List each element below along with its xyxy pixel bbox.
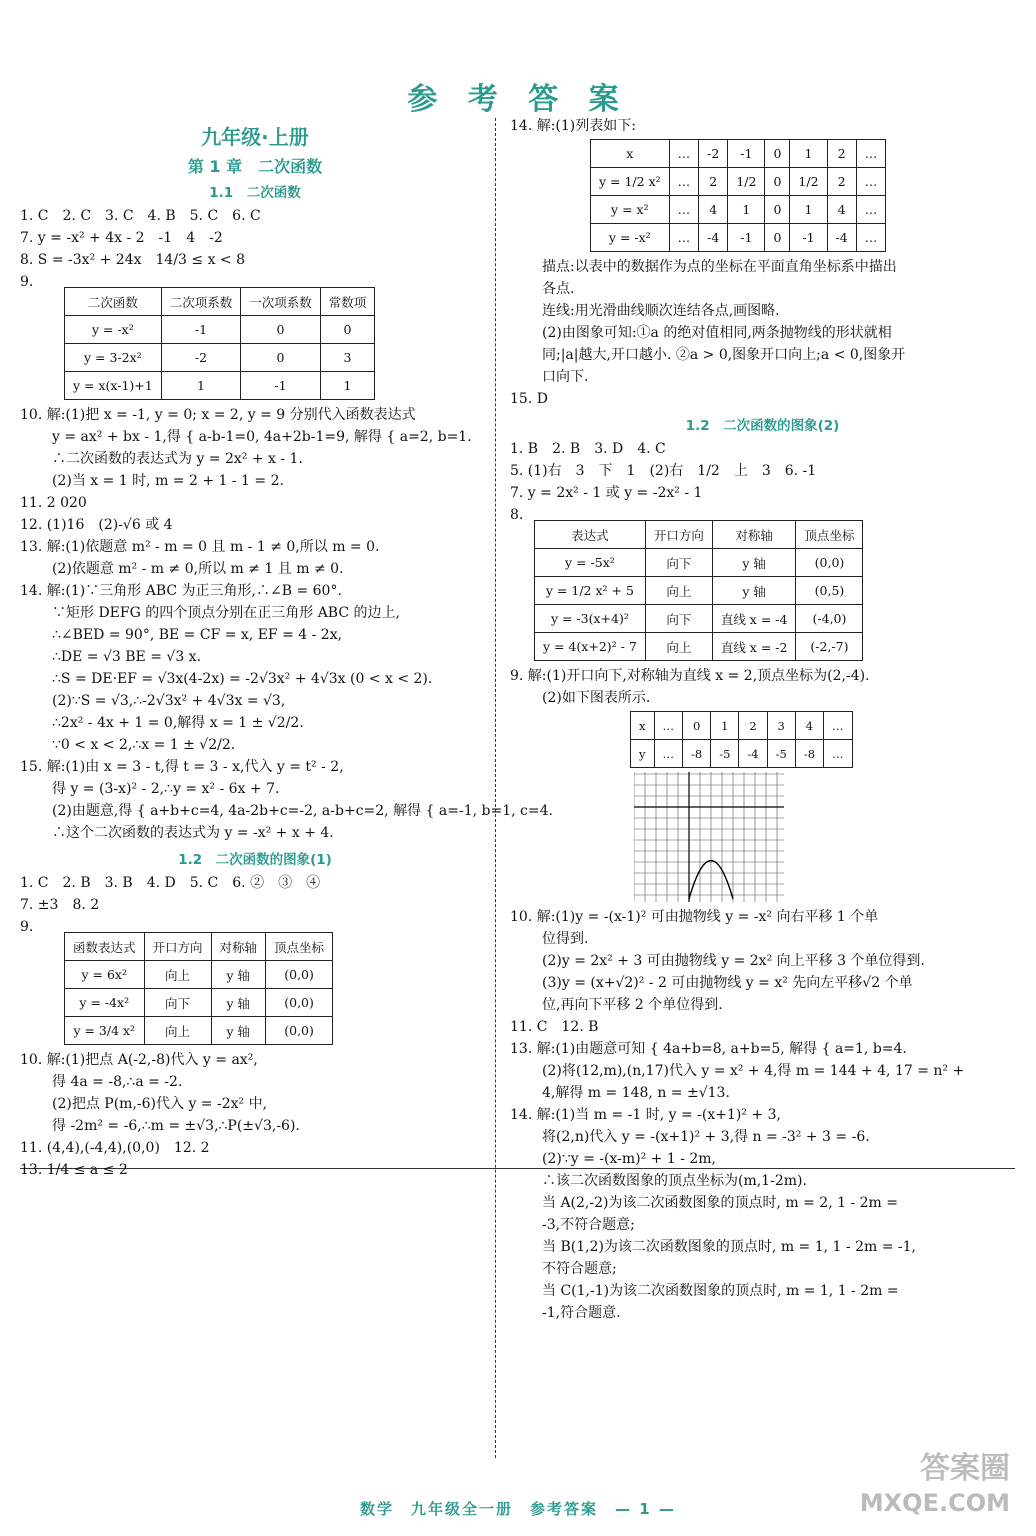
answer-line: 当 A(2,-2)为该二次函数图象的顶点时, m = 2, 1 - 2m = (542, 1195, 898, 1211)
section-heading: 1.2 二次函数的图象(2) (685, 418, 840, 434)
table-cell: y = -5x² (535, 549, 646, 577)
answer-line: 11. 2 020 (20, 495, 87, 511)
answer-line: 描点:以表中的数据作为点的坐标在平面直角坐标系中描出 (542, 259, 897, 275)
table-cell: (0,5) (796, 577, 863, 605)
answer-line: (2)∵S = √3,∴-2√3x² + 4√3x = √3, (52, 693, 286, 709)
answer-line: 当 B(1,2)为该二次函数图象的顶点时, m = 1, 1 - 2m = -1, (542, 1239, 916, 1255)
table-cell: 4 (795, 712, 823, 740)
answer-line: 13. 1/4 ≤ a ≤ 2 (20, 1162, 128, 1178)
answer-line: 连线:用光滑曲线顺次连结各点,画图略. (542, 303, 780, 319)
answer-line: 14. 解:(1)∵三角形 ABC 为正三角形,∴∠B = 60°. (20, 583, 342, 599)
answer-line: 15. D (510, 391, 548, 407)
table-cell: 向上 (144, 961, 211, 989)
page-footer: 数学 九年级全一册 参考答案 — 1 — (360, 1500, 676, 1518)
answer-line: 14. 解:(1)列表如下: (510, 118, 636, 134)
table-cell: 向上 (645, 633, 712, 661)
answer-line: 10. 解:(1)把 x = -1, y = 0; x = 2, y = 9 分别代入函数表达式 (20, 407, 416, 423)
table-cell: 开口方向 (645, 521, 712, 549)
question-number: 8. (510, 507, 524, 523)
table-cell: 1 (320, 372, 375, 400)
table-cell: 顶点坐标 (266, 933, 333, 961)
answer-line: 11. C 12. B (510, 1019, 599, 1035)
table-cell: … (856, 224, 886, 252)
answer-line: 10. 解:(1)y = -(x-1)² 可由抛物线 y = -x² 向右平移 1 个单 (510, 909, 879, 925)
table-cell: 0 (765, 140, 790, 168)
answer-line: -3,不符合题意; (542, 1217, 635, 1233)
table-cell: 开口方向 (144, 933, 211, 961)
table-cell: y 轴 (211, 961, 266, 989)
table-cell: -4 (827, 224, 856, 252)
table-cell: y = -3(x+4)² (535, 605, 646, 633)
table-cell: (0,0) (266, 989, 333, 1017)
table-cell: y = 1/2 x² + 5 (535, 577, 646, 605)
answer-line: 不符合题意; (542, 1261, 617, 1277)
table-cell: x (591, 140, 670, 168)
coefficient-table (64, 287, 375, 400)
answer-line: 13. 解:(1)由题意可知 { 4a+b=8, a+b=5, 解得 { a=1, b=4. (510, 1041, 907, 1057)
table-cell: 向下 (645, 549, 712, 577)
watermark-url: MXQE.COM (859, 1489, 1010, 1517)
table-cell: … (669, 168, 699, 196)
answer-line: 当 C(1,-1)为该二次函数图象的顶点时, m = 1, 1 - 2m = (542, 1283, 899, 1299)
table-cell: 1 (790, 196, 827, 224)
answer-line: (2)将(12,m),(n,17)代入 y = x² + 4,得 m = 144 + 4, 17 = n² + (542, 1063, 965, 1079)
table-cell: 直线 x = -4 (712, 605, 796, 633)
answer-line: 4,解得 m = 148, n = ±√13. (542, 1085, 730, 1101)
answer-line: (2)依题意 m² - m ≠ 0,所以 m ≠ 1 且 m ≠ 0. (52, 561, 344, 577)
table-cell: (-2,-7) (796, 633, 863, 661)
answer-line: -1,符合题意. (542, 1305, 621, 1321)
table-cell: 对称轴 (712, 521, 796, 549)
parabola-properties-table (64, 932, 333, 1045)
table-cell: y = 6x² (65, 961, 145, 989)
table-cell: 0 (765, 196, 790, 224)
table-cell: y = x² (591, 196, 670, 224)
table-cell: … (669, 224, 699, 252)
table-cell: 2 (827, 140, 856, 168)
table-cell: 1/2 (728, 168, 765, 196)
table-cell: 1 (790, 140, 827, 168)
table-cell: -1 (161, 316, 241, 344)
table-row (591, 196, 886, 224)
table-cell: 向上 (645, 577, 712, 605)
table-cell: (0,0) (266, 1017, 333, 1045)
table-cell: -8 (683, 740, 711, 768)
table-row (535, 549, 863, 577)
table-cell: 1 (728, 196, 765, 224)
table-cell: 3 (320, 344, 375, 372)
answer-line: 15. 解:(1)由 x = 3 - t,得 t = 3 - x,代入 y = t² - 2, (20, 759, 344, 775)
table-cell: 4 (827, 196, 856, 224)
answer-line: ∴2x² - 4x + 1 = 0,解得 x = 1 ± √2/2. (52, 715, 304, 731)
table-row (65, 933, 333, 961)
answer-line: (2)把点 P(m,-6)代入 y = -2x² 中, (52, 1096, 268, 1112)
answer-line: ∴这个二次函数的表达式为 y = -x² + x + 4. (52, 825, 334, 841)
section-heading: 1.1 二次函数 (209, 185, 301, 201)
answer-line: 1. B 2. B 3. D 4. C (510, 441, 666, 457)
volume-heading: 九年级·上册 (201, 125, 309, 149)
table-cell: … (856, 140, 886, 168)
table-cell: 0 (320, 316, 375, 344)
table-cell: 2 (739, 712, 767, 740)
table-cell: -8 (795, 740, 823, 768)
table-cell: … (824, 740, 853, 768)
table-cell: -4 (699, 224, 728, 252)
table-cell: -2 (161, 344, 241, 372)
table-cell: … (654, 712, 683, 740)
table-cell: y = -x² (65, 316, 162, 344)
table-cell: 顶点坐标 (796, 521, 863, 549)
table-row (65, 344, 375, 372)
table-cell: (0,0) (796, 549, 863, 577)
table-cell: y 轴 (712, 549, 796, 577)
table-cell: y = -x² (591, 224, 670, 252)
table-row (535, 521, 863, 549)
answer-line: 位得到. (542, 931, 589, 947)
answer-line: 各点. (542, 281, 575, 297)
answer-line: (2)如下图表所示. (542, 690, 651, 706)
expression-table (534, 520, 863, 661)
table-cell: 0 (683, 712, 711, 740)
table-row (65, 989, 333, 1017)
answer-line: 口向下. (542, 369, 589, 385)
answer-line: 同;|a|越大,开口越小. ②a > 0,图象开口向上;a < 0,图象开 (542, 347, 906, 363)
table-row (65, 372, 375, 400)
table-row (65, 316, 375, 344)
table-cell: (-4,0) (796, 605, 863, 633)
table-cell: (0,0) (266, 961, 333, 989)
table-cell: -1 (728, 140, 765, 168)
graph-svg (634, 772, 784, 902)
table-cell: 2 (699, 168, 728, 196)
chapter-heading: 第 1 章 二次函数 (187, 157, 323, 176)
answer-line: 1. C 2. C 3. C 4. B 5. C 6. C (20, 208, 261, 224)
table-cell: -1 (241, 372, 321, 400)
table-cell: y = -4x² (65, 989, 145, 1017)
table-row (631, 740, 853, 768)
answer-line: ∴∠BED = 90°, BE = CF = x, EF = 4 - 2x, (52, 627, 343, 643)
answer-line: 8. S = -3x² + 24x 14/3 ≤ x < 8 (20, 252, 246, 268)
table-cell: … (669, 140, 699, 168)
table-cell: 0 (241, 344, 321, 372)
answer-line: ∴该二次函数图象的顶点坐标为(m,1-2m). (542, 1173, 807, 1189)
answer-line: (2)由题意,得 { a+b+c=4, 4a-2b+c=-2, a-b+c=2, 解得 { a=-1, b=1, c=4. (52, 803, 553, 819)
table-cell: y 轴 (211, 1017, 266, 1045)
watermark (860, 1452, 1010, 1520)
table-cell: y (631, 740, 655, 768)
table-cell: y = 4(x+2)² - 7 (535, 633, 646, 661)
table-cell: y = 3-2x² (65, 344, 162, 372)
answer-line: ∴DE = √3 BE = √3 x. (52, 649, 202, 665)
answer-line: (3)y = (x+√2)² - 2 可由抛物线 y = x² 先向左平移√2 个单 (542, 975, 913, 991)
table-cell: 对称轴 (211, 933, 266, 961)
value-table (590, 139, 886, 252)
table-cell: -1 (728, 224, 765, 252)
table-cell: 1 (161, 372, 241, 400)
parabola-graph (634, 772, 1015, 906)
table-cell: -5 (767, 740, 795, 768)
table-cell: … (856, 168, 886, 196)
table-cell: 表达式 (535, 521, 646, 549)
table-cell: 向下 (144, 989, 211, 1017)
answer-line: 10. 解:(1)把点 A(-2,-8)代入 y = ax², (20, 1052, 258, 1068)
answer-line: 9. 解:(1)开口向下,对称轴为直线 x = 2,顶点坐标为(2,-4). (510, 668, 870, 684)
table-cell: y = 3/4 x² (65, 1017, 145, 1045)
column-divider (495, 118, 496, 1458)
table-cell: 常数项 (320, 288, 375, 316)
table-row (65, 1017, 333, 1045)
table-cell: … (654, 740, 683, 768)
xy-table (630, 711, 853, 768)
answer-line: 11. (4,4),(-4,4),(0,0) 12. 2 (20, 1140, 210, 1156)
table-cell: -5 (711, 740, 739, 768)
answer-line: 14. 解:(1)当 m = -1 时, y = -(x+1)² + 3, (510, 1107, 781, 1123)
table-cell: -2 (699, 140, 728, 168)
table-cell: -1 (790, 224, 827, 252)
table-cell: y 轴 (211, 989, 266, 1017)
answer-line: (2)∵y = -(x-m)² + 1 - 2m, (542, 1151, 717, 1167)
answer-line: 得 y = (3-x)² - 2,∴y = x² - 6x + 7. (52, 781, 280, 797)
table-cell: 0 (765, 224, 790, 252)
page-title: 参 考 答 案 (407, 82, 629, 117)
table-cell: 直线 x = -2 (712, 633, 796, 661)
answer-line: 13. 解:(1)依题意 m² - m = 0 且 m - 1 ≠ 0,所以 m = 0. (20, 539, 380, 555)
answer-line: (2)y = 2x² + 3 可由抛物线 y = 2x² 向上平移 3 个单位得到. (542, 953, 925, 969)
answer-line: 得 -2m² = -6,∴m = ±√3,∴P(±√3,-6). (52, 1118, 300, 1134)
table-cell: 3 (767, 712, 795, 740)
table-cell: 函数表达式 (65, 933, 145, 961)
table-cell: y 轴 (712, 577, 796, 605)
answer-line: y = ax² + bx - 1,得 { a-b-1=0, 4a+2b-1=9, 解得 { a=2, b=1. (52, 429, 472, 445)
table-cell: 0 (765, 168, 790, 196)
table-cell: 向上 (144, 1017, 211, 1045)
table-cell: 二次函数 (65, 288, 162, 316)
table-cell: … (669, 196, 699, 224)
table-cell: y = 1/2 x² (591, 168, 670, 196)
table-row (65, 288, 375, 316)
answer-line: 7. y = -x² + 4x - 2 -1 4 -2 (20, 230, 223, 246)
table-row (535, 633, 863, 661)
question-number: 9. (20, 274, 34, 290)
table-cell: 一次项系数 (241, 288, 321, 316)
table-cell: 1/2 (790, 168, 827, 196)
answer-line: 1. C 2. B 3. B 4. D 5. C 6. ② ③ ④ (20, 875, 321, 891)
table-cell: -4 (739, 740, 767, 768)
table-row (591, 168, 886, 196)
table-cell: … (856, 196, 886, 224)
table-row (591, 140, 886, 168)
question-number: 9. (20, 919, 34, 935)
answer-line: 12. (1)16 (2)-√6 或 4 (20, 517, 173, 533)
table-row (65, 961, 333, 989)
table-cell: 1 (711, 712, 739, 740)
answer-line: ∴S = DE·EF = √3x(4-2x) = -2√3x² + 4√3x (0 < x < 2). (52, 671, 433, 687)
answer-line: (2)由图象可知:①a 的绝对值相同,两条抛物线的形状就相 (542, 325, 892, 341)
answer-line: 7. y = 2x² - 1 或 y = -2x² - 1 (510, 485, 703, 501)
table-cell: 0 (241, 316, 321, 344)
answer-line: 位,再向下平移 2 个单位得到. (542, 997, 723, 1013)
table-cell: 4 (699, 196, 728, 224)
table-cell: 2 (827, 168, 856, 196)
right-column (510, 115, 1015, 1324)
table-cell: y = x(x-1)+1 (65, 372, 162, 400)
table-row (535, 577, 863, 605)
answer-line: ∴二次函数的表达式为 y = 2x² + x - 1. (52, 451, 303, 467)
table-row (591, 224, 886, 252)
watermark-logo: 答案圈 (920, 1451, 1010, 1486)
answer-line: (2)当 x = 1 时, m = 2 + 1 - 1 = 2. (52, 473, 284, 489)
section-heading: 1.2 二次函数的图象(1) (178, 852, 332, 868)
table-row (631, 712, 853, 740)
answer-line: 7. ±3 8. 2 (20, 897, 100, 913)
answer-line: ∵矩形 DEFG 的四个顶点分别在正三角形 ABC 的边上, (52, 605, 400, 621)
answer-line: 将(2,n)代入 y = -(x+1)² + 3,得 n = -3² + 3 = -6. (542, 1129, 870, 1145)
table-cell: … (824, 712, 853, 740)
answer-line: ∵0 < x < 2,∴x = 1 ± √2/2. (52, 737, 236, 753)
table-row (535, 605, 863, 633)
answer-line: 得 4a = -8,∴a = -2. (52, 1074, 183, 1090)
table-cell: 向下 (645, 605, 712, 633)
answer-line: 5. (1)右 3 下 1 (2)右 1/2 上 3 6. -1 (510, 463, 817, 479)
table-cell: x (631, 712, 655, 740)
table-cell: 二次项系数 (161, 288, 241, 316)
